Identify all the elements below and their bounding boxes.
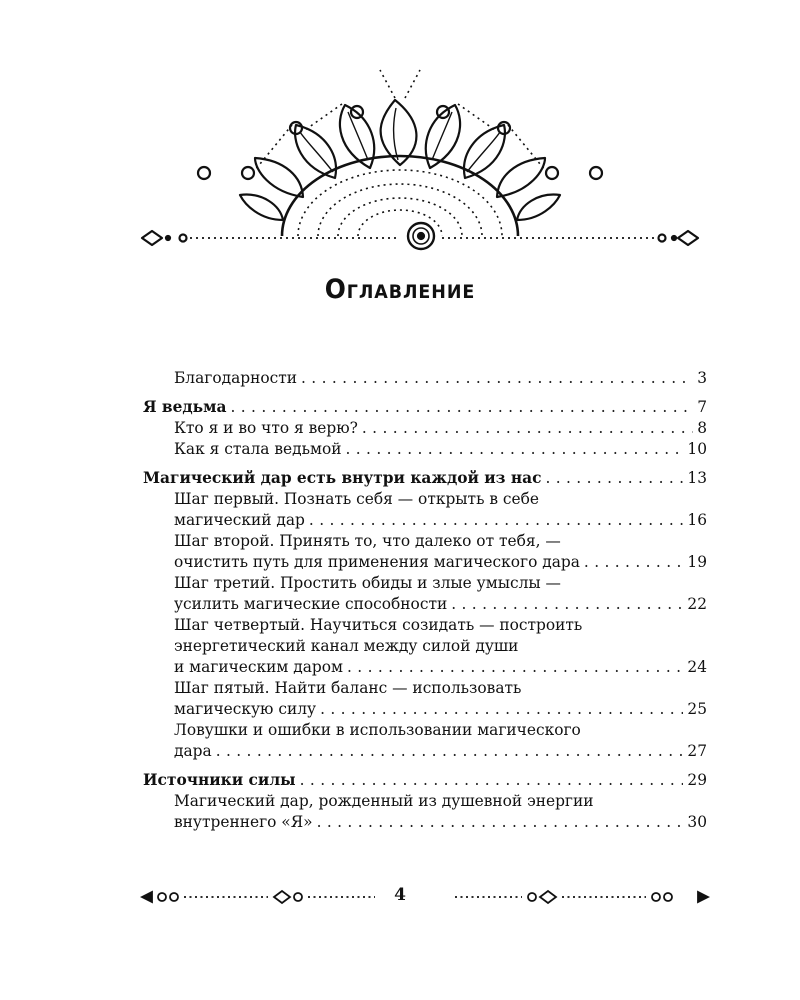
toc-entry-row [174,510,707,531]
page-title: Оглавление [324,274,476,305]
dot-leader [345,439,683,460]
toc-section-entry[interactable] [143,439,707,460]
dot-leader [320,699,683,720]
toc-entry-title: Источники силы [143,771,296,789]
toc-entry-line: Магический дар, рожденный из душевной энергии [174,792,594,810]
toc-entry-title: и магическим даром [174,658,344,676]
toc-section-entry[interactable] [143,791,707,833]
toc-page-number: 16 [687,511,707,529]
toc-page-number: 27 [687,742,707,760]
toc-entry-row [174,741,707,762]
toc-page-number: 10 [687,440,707,458]
dot-leader [317,812,684,833]
toc-section-entry[interactable] [143,368,707,389]
toc-page-number: 22 [687,595,707,613]
toc-entry-title: внутреннего «Я» [174,813,313,831]
toc-entry-title: усилить магические способности [174,595,448,613]
toc-entry-row [174,552,707,573]
toc-entry-row [143,770,707,791]
toc-chapter-entry[interactable] [143,468,707,489]
table-of-contents [143,368,707,833]
toc-entry-line: Шаг второй. Принять то, что далеко от тебя, — [174,532,561,550]
toc-entry-line: энергетический канал между силой души [174,637,519,655]
toc-entry-row [174,812,707,833]
toc-section-entry[interactable] [143,678,707,720]
toc-page-number: 19 [687,553,707,571]
dot-leader [230,397,693,418]
toc-page-number: 30 [687,813,707,831]
toc-section-entry[interactable] [143,615,707,678]
page-number: 4 [394,885,406,905]
dot-leader [301,368,693,389]
toc-section-entry[interactable] [143,531,707,573]
dot-leader [347,657,683,678]
toc-section-entry[interactable] [143,489,707,531]
toc-entry-title: дара [174,742,212,760]
toc-entry-title: Я ведьма [143,398,227,416]
toc-entry-line: Шаг первый. Познать себя — открыть в себе [174,490,539,508]
toc-entry-title: Магический дар есть внутри каждой из нас [143,469,542,487]
toc-entry-title: Благодарности [174,369,298,387]
toc-chapter-entry[interactable] [143,397,707,418]
toc-entry-title: магический дар [174,511,305,529]
toc-entry-row [143,397,707,418]
toc-entry-row [143,468,707,489]
toc-page-number: 25 [687,700,707,718]
toc-entry-title: Кто я и во что я верю? [174,419,358,437]
toc-entry-title: Как я стала ведьмой [174,440,342,458]
toc-page-number: 3 [697,369,707,387]
dot-leader [309,510,684,531]
header-sun-ornament [0,0,800,260]
toc-entry-row [174,594,707,615]
toc-chapter-entry[interactable] [143,770,707,791]
toc-entry-row [174,439,707,460]
toc-page-number: 13 [687,469,707,487]
dot-leader [362,418,693,439]
toc-page-number: 8 [697,419,707,437]
toc-entry-title: очистить путь для применения магического дара [174,553,580,571]
toc-entry-title: магическую силу [174,700,317,718]
footer-ornament [140,884,710,910]
dot-leader [451,594,683,615]
toc-section-entry[interactable] [143,573,707,615]
toc-page-number: 7 [697,398,707,416]
toc-entry-line: Ловушки и ошибки в использовании магического [174,721,581,739]
dot-leader [216,741,684,762]
dot-leader [584,552,683,573]
toc-entry-line: Шаг четвертый. Научиться созидать — построить [174,616,583,634]
toc-entry-line: Шаг третий. Простить обиды и злые умыслы — [174,574,561,592]
toc-entry-row [174,657,707,678]
dot-leader [545,468,683,489]
toc-page-number: 29 [687,771,707,789]
toc-page-number: 24 [687,658,707,676]
toc-section-entry[interactable] [143,418,707,439]
toc-entry-row [174,418,707,439]
dot-leader [300,770,684,791]
toc-entry-row [174,368,707,389]
toc-entry-row [174,699,707,720]
toc-entry-line: Шаг пятый. Найти баланс — использовать [174,679,522,697]
toc-section-entry[interactable] [143,720,707,762]
